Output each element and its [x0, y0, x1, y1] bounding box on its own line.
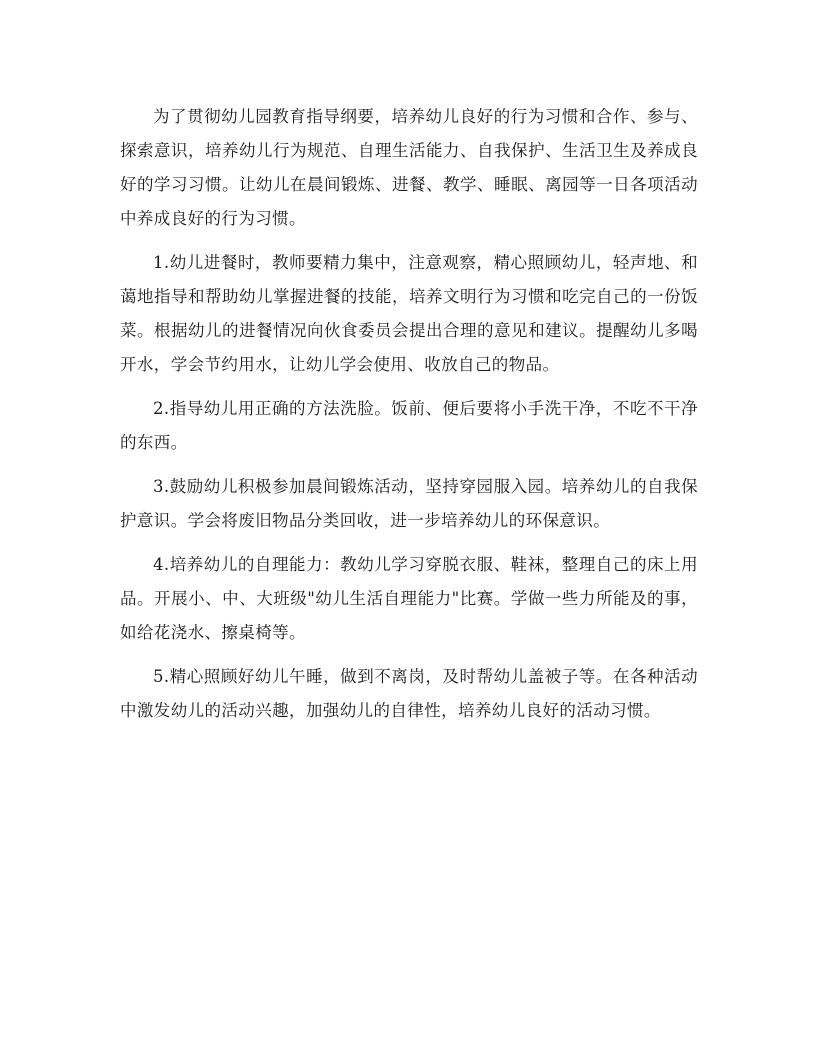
item-1-paragraph: 1.幼儿进餐时，教师要精力集中，注意观察，精心照顾幼儿，轻声地、和蔼地指导和帮助幼儿掌握进餐的技能，培养文明行为习惯和吃完自己的一份饭菜。根据幼儿的进餐情况向伙食委员会提出合理的意见和建议。提醒幼儿多喝开水，学会节约用水，让幼儿学会使用、收放自己的物品。 [120, 253, 698, 374]
item-2-paragraph: 2.指导幼儿用正确的方法洗脸。饭前、便后要将小手洗干净，不吃不干净的东西。 [120, 399, 698, 452]
item-3-paragraph: 3.鼓励幼儿积极参加晨间锻炼活动，坚持穿园服入园。培养幼儿的自我保护意识。学会将废旧物品分类回收，进一步培养幼儿的环保意识。 [120, 477, 698, 530]
item-5-paragraph: 5.精心照顾好幼儿午睡，做到不离岗，及时帮幼儿盖被子等。在各种活动中激发幼儿的活动兴趣，加强幼儿的自律性，培养幼儿良好的活动习惯。 [120, 667, 698, 720]
intro-paragraph: 为了贯彻幼儿园教育指导纲要，培养幼儿良好的行为习惯和合作、参与、探索意识，培养幼儿行为规范、自理生活能力、自我保护、生活卫生及养成良好的学习习惯。让幼儿在晨间锻炼、进餐、教学、睡眠、离园等一日各项活动中养成良好的行为习惯。 [120, 107, 698, 228]
document-body [120, 100, 698, 738]
item-4-paragraph: 4.培养幼儿的自理能力：教幼儿学习穿脱衣服、鞋袜，整理自己的床上用品。开展小、中、大班级"幼儿生活自理能力"比赛。学做一些力所能及的事，如给花浇水、擦桌椅等。 [120, 555, 698, 642]
